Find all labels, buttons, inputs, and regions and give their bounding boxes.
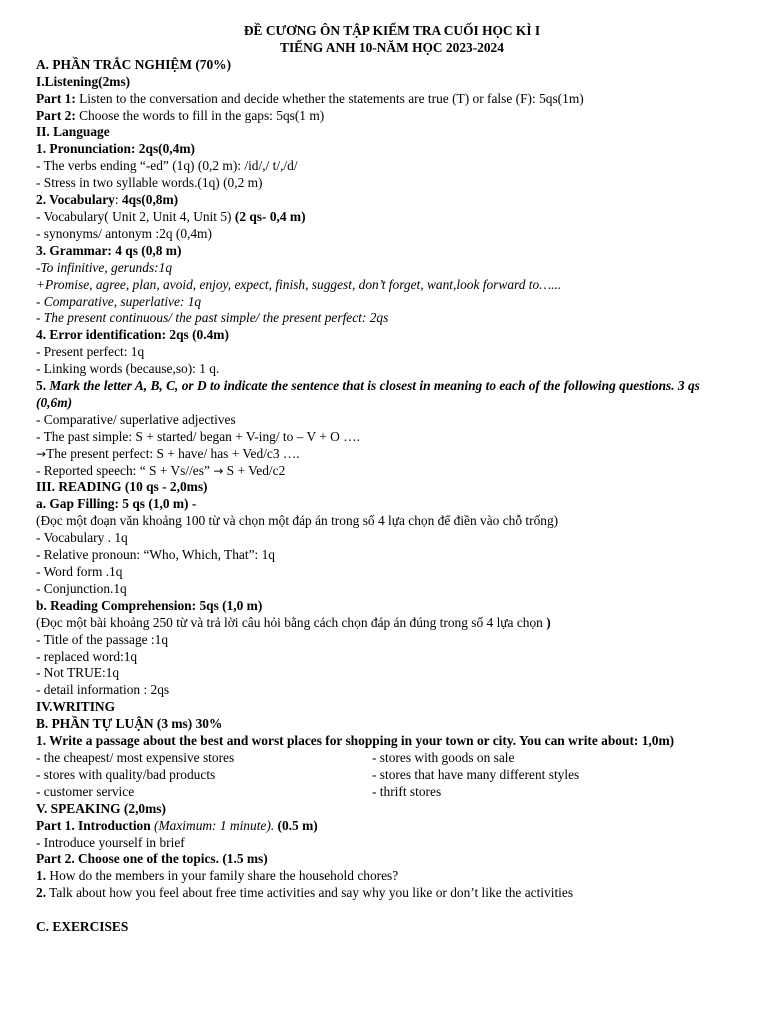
gap-filling-item-4: - Conjunction.1q xyxy=(36,580,127,596)
grammar-item-1: -To infinitive, gerunds:1q xyxy=(36,259,173,275)
speaking-topic-1-number: 1. xyxy=(36,868,47,884)
speaking-part-1-score: (0.5 m) xyxy=(274,817,318,833)
reading-heading: III. READING (10 qs - 2,0ms) xyxy=(36,479,208,495)
listening-part-1 xyxy=(36,91,738,108)
vocabulary-heading-label: 2. Vocabulary xyxy=(36,192,115,208)
listening-part-1-label: Part 1: xyxy=(36,90,76,106)
listening-part-1-text: Listen to the conversation and decide whether the statements are true (T) or false (F): 5qs(1m) xyxy=(75,90,584,106)
gap-filling-item-3: - Word form .1q xyxy=(36,564,123,579)
transformation-item-1: - Comparative/ superlative adjectives xyxy=(36,411,236,427)
document-title-line-2: TIẾNG ANH 10-NĂM HỌC 2023-2024 xyxy=(280,39,504,55)
gap-filling-item-2: - Relative pronoun: “Who, Which, That”: 1q xyxy=(36,547,275,563)
gap-filling-description: (Đọc một đoạn văn khoảng 100 từ và chọn một đáp án trong số 4 lựa chọn để điền vào chỗ trống) xyxy=(36,513,559,529)
speaking-topic-2 xyxy=(36,885,738,902)
reading-comprehension-heading: b. Reading Comprehension: 5qs (1,0 m) xyxy=(36,597,263,613)
error-item-2: - Linking words (because,so): 1 q. xyxy=(36,361,220,377)
part-a-heading: A. PHẦN TRẮC NGHIỆM (70%) xyxy=(36,56,232,72)
comprehension-item-1: - Title of the passage :1q xyxy=(36,631,169,647)
comprehension-item-3: - Not TRUE:1q xyxy=(36,665,120,681)
error-item-1: - Present perfect: 1q xyxy=(36,344,145,360)
pronunciation-item-2: - Stress in two syllable words.(1q) (0,2 m) xyxy=(36,175,263,191)
listening-heading: I.Listening(2ms) xyxy=(36,73,131,89)
right-arrow-icon: → xyxy=(213,463,224,478)
vocabulary-item-1-text: - Vocabulary( Unit 2, Unit 4, Unit 5) xyxy=(36,208,235,224)
listening-part-2 xyxy=(36,108,738,125)
sentence-transformation-heading xyxy=(36,378,738,412)
blank-line xyxy=(36,902,738,919)
grammar-item-3: - Comparative, superlative: 1q xyxy=(36,293,202,309)
transformation-item-4-text-a: - Reported speech: “ S + Vs//es” xyxy=(36,462,214,478)
writing-idea: - the cheapest/ most expensive stores xyxy=(36,749,235,765)
gap-filling-item-1: - Vocabulary . 1q xyxy=(36,530,128,546)
pronunciation-item-1: - The verbs ending “-ed” (1q) (0,2 m): /id/,/ t/,/d/ xyxy=(36,158,298,174)
vocabulary-item-1 xyxy=(36,209,738,226)
listening-part-2-label: Part 2: xyxy=(36,107,76,123)
comprehension-item-4: - detail information : 2qs xyxy=(36,682,170,698)
grammar-heading: 3. Grammar: 4 qs (0,8 m) xyxy=(36,242,182,258)
transformation-item-3-text: The present perfect: S + have/ has + Ved/c3 …. xyxy=(46,445,300,461)
vocabulary-item-1-score: (2 qs- 0,4 m) xyxy=(234,208,306,224)
speaking-topic-2-text: Talk about how you feel about free time activities and say why you like or don’t like the activities xyxy=(46,885,574,901)
error-identification-heading: 4. Error identification: 2qs (0.4m) xyxy=(36,327,229,343)
vocabulary-item-2: - synonyms/ antonym :2q (0,4m) xyxy=(36,225,212,241)
grammar-item-4: - The present continuous/ the past simple/ the present perfect: 2qs xyxy=(36,310,389,326)
part-b-heading: B. PHẦN TỰ LUẬN (3 ms) 30% xyxy=(36,716,223,732)
reading-comprehension-description xyxy=(36,615,738,632)
gap-filling-heading: a. Gap Filling: 5 qs (1,0 m) - xyxy=(36,496,197,512)
speaking-topic-1-text: How do the members in your family share the household chores? xyxy=(46,868,399,884)
writing-ideas-left xyxy=(36,750,372,801)
language-heading: II. Language xyxy=(36,124,110,140)
transformation-item-4 xyxy=(36,463,738,480)
writing-idea: - stores that have many different styles xyxy=(372,766,580,782)
speaking-part-1-description: - Introduce yourself in brief xyxy=(36,834,185,850)
sentence-transformation-text: Mark the letter A, B, C, or D to indicate the sentence that is closest in meaning to each of the following questions. 3 qs (0,6m) xyxy=(36,378,700,410)
sentence-transformation-number: 5. xyxy=(36,378,50,394)
reading-comprehension-description-text: (Đọc một bài khoảng 250 từ và trả lời câu hỏi bằng cách chọn đáp án đúng trong số 4 lựa chọn xyxy=(36,614,547,630)
writing-idea: - thrift stores xyxy=(372,783,442,799)
writing-ideas-right xyxy=(372,750,579,801)
transformation-item-4-text-b: S + Ved/c2 xyxy=(223,462,286,478)
speaking-part-1-label: Part 1. Introduction xyxy=(36,817,151,833)
speaking-part-1 xyxy=(36,818,738,835)
writing-ideas-columns xyxy=(36,750,738,801)
speaking-part-2-heading: Part 2. Choose one of the topics. (1.5 ms) xyxy=(36,851,268,867)
part-c-heading: C. EXERCISES xyxy=(36,919,129,935)
document-title-line-1: ĐỀ CƯƠNG ÔN TẬP KIỂM TRA CUỐI HỌC KÌ I xyxy=(243,23,541,38)
vocabulary-heading xyxy=(36,192,738,209)
right-arrow-icon: → xyxy=(36,446,47,461)
speaking-topic-2-number: 2. xyxy=(36,885,47,901)
writing-heading: IV.WRITING xyxy=(36,699,116,715)
pronunciation-heading: 1. Pronunciation: 2qs(0,4m) xyxy=(36,141,195,157)
listening-part-2-text: Choose the words to fill in the gaps: 5qs(1 m) xyxy=(75,107,325,123)
writing-idea: - stores with goods on sale xyxy=(372,749,515,765)
writing-idea: - customer service xyxy=(36,783,135,799)
vocabulary-heading-colon: : xyxy=(114,192,122,208)
speaking-heading: V. SPEAKING (2,0ms) xyxy=(36,800,166,816)
transformation-item-3 xyxy=(36,446,738,463)
speaking-topic-1 xyxy=(36,868,738,885)
writing-task: 1. Write a passage about the best and worst places for shopping in your town or city. You can write about: 1,0m) xyxy=(36,733,675,749)
grammar-item-2: +Promise, agree, plan, avoid, enjoy, expect, finish, suggest, don’t forget, want,look forward to…... xyxy=(36,276,562,292)
vocabulary-heading-score: 4qs(0,8m) xyxy=(121,192,179,208)
reading-comprehension-description-paren: ) xyxy=(546,614,551,630)
writing-idea: - stores with quality/bad products xyxy=(36,766,216,782)
speaking-part-1-note: (Maximum: 1 minute). xyxy=(150,817,275,833)
comprehension-item-2: - replaced word:1q xyxy=(36,648,138,664)
transformation-item-2: - The past simple: S + started/ began + V-ing/ to – V + O …. xyxy=(36,428,360,444)
